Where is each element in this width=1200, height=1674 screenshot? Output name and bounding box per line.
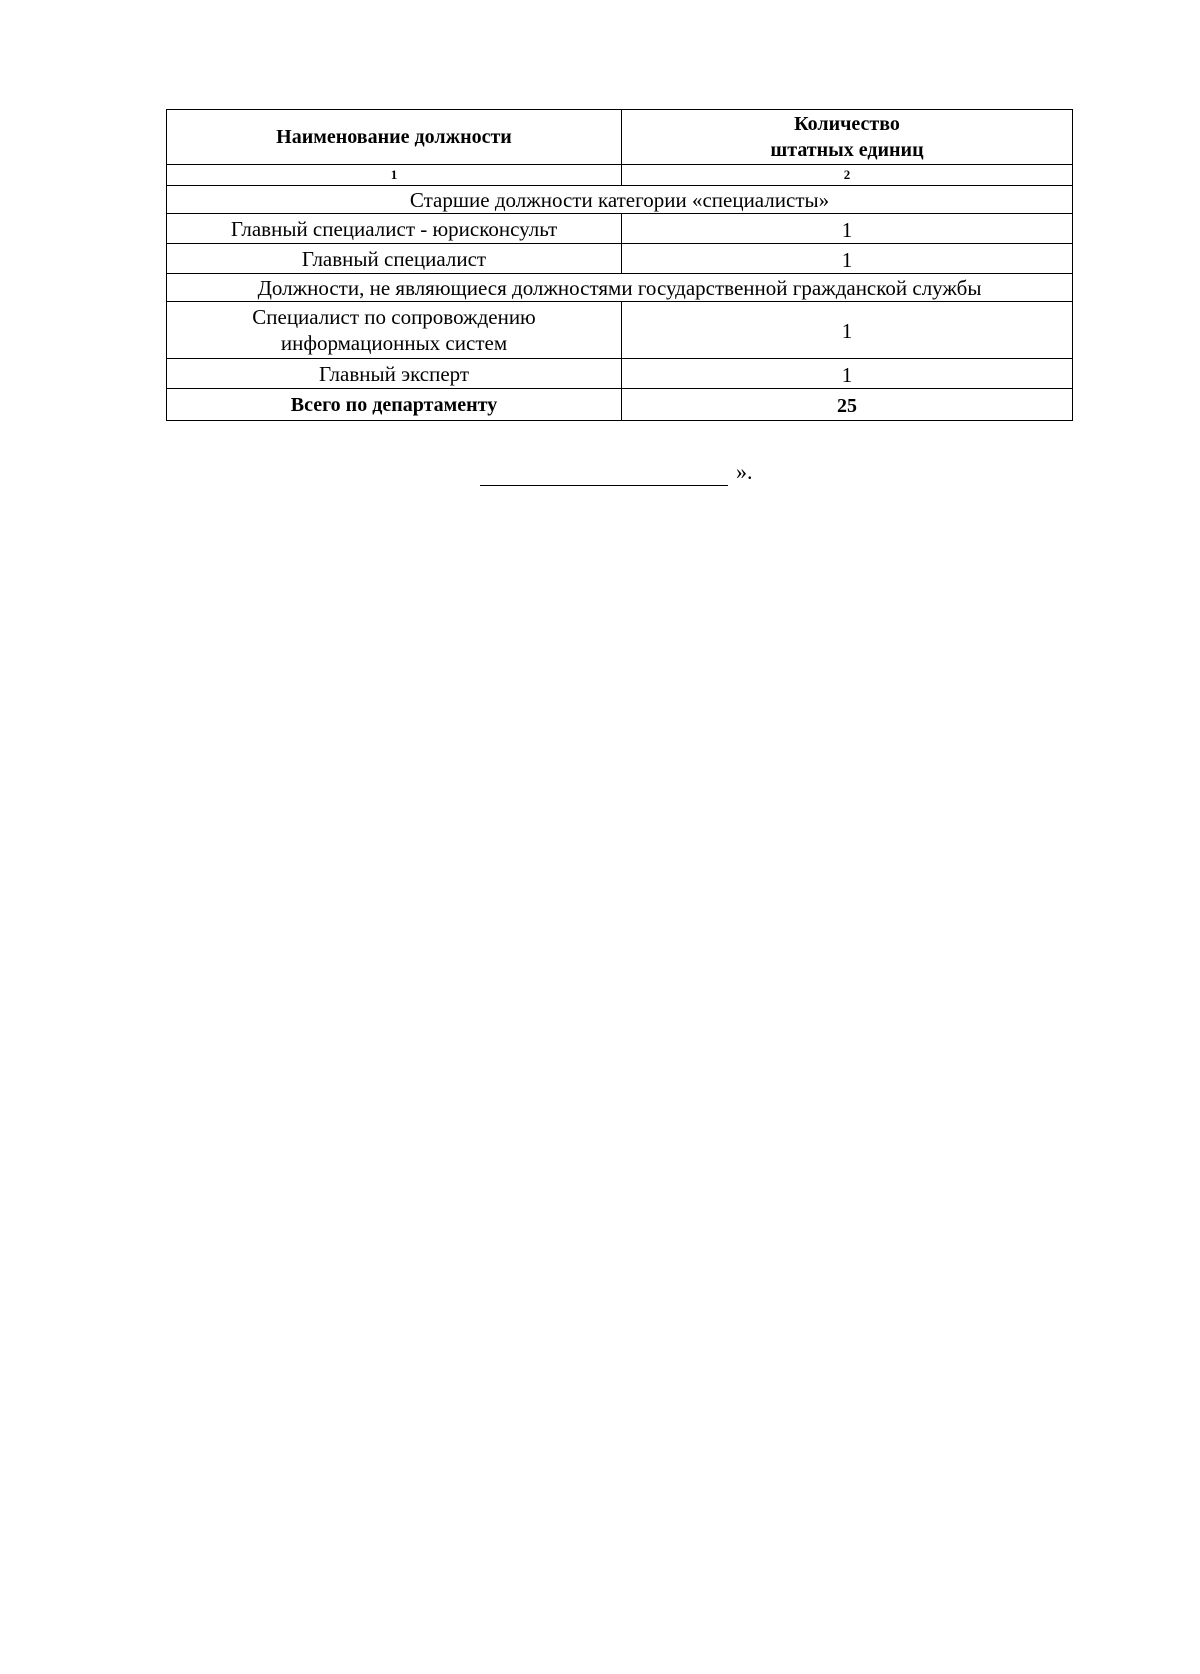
- table-row: [167, 244, 1073, 274]
- closing-quote-mark: ».: [736, 459, 753, 484]
- header-position-name: Наименование должности: [167, 110, 622, 165]
- blank-underline: [480, 461, 728, 486]
- column-number-row: [167, 165, 1073, 186]
- count-cell: 1: [622, 214, 1073, 244]
- section-row: [167, 274, 1073, 302]
- section-label-non-civil-service: Должности, не являющиеся должностями государственной гражданской службы: [167, 274, 1073, 302]
- position-cell: [167, 302, 622, 359]
- count-cell: 1: [622, 302, 1073, 359]
- position-line2: информационных систем: [280, 331, 508, 355]
- table-row: [167, 214, 1073, 244]
- position-cell: Главный эксперт: [167, 359, 622, 389]
- section-row: [167, 186, 1073, 214]
- position-cell: Главный специалист: [167, 244, 622, 274]
- closing-signature-line: [480, 458, 753, 486]
- section-label-senior-specialists: Старшие должности категории «специалисты»: [167, 186, 1073, 214]
- position-cell: Главный специалист - юрисконсульт: [167, 214, 622, 244]
- column-number-2: 2: [622, 165, 1073, 186]
- column-number-1: 1: [167, 165, 622, 186]
- position-line1: Специалист по сопровождению: [252, 305, 536, 329]
- count-cell: 1: [622, 244, 1073, 274]
- table-row: [167, 359, 1073, 389]
- staff-table: [166, 109, 1073, 421]
- header-staff-count-line2: штатных единиц: [770, 139, 924, 161]
- header-staff-count: [622, 110, 1073, 165]
- count-cell: 1: [622, 359, 1073, 389]
- table-header-row: [167, 110, 1073, 165]
- total-count: 25: [622, 389, 1073, 421]
- total-label: Всего по департаменту: [167, 389, 622, 421]
- table-row: [167, 302, 1073, 359]
- header-staff-count-line1: Количество: [794, 113, 900, 135]
- total-row: [167, 389, 1073, 421]
